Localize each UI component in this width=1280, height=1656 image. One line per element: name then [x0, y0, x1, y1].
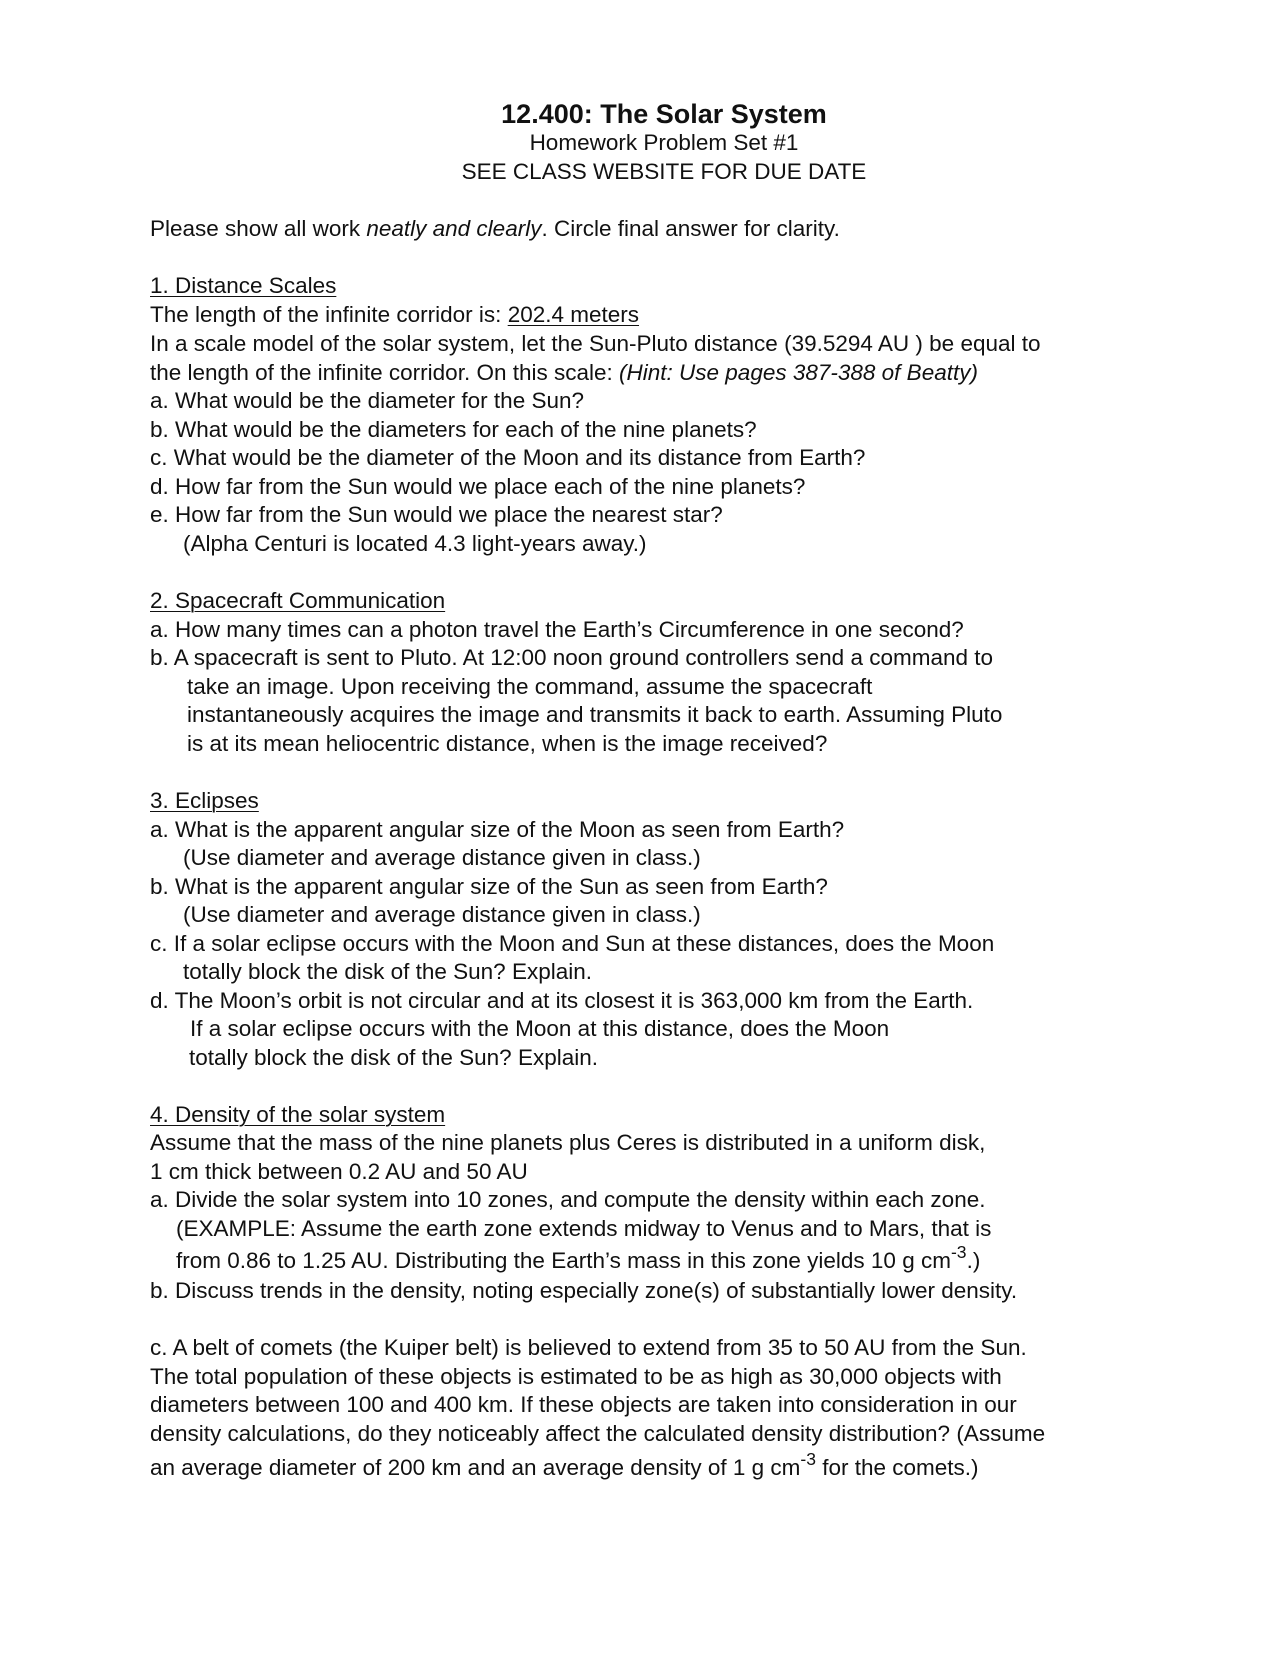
problem-4a-line-3	[176, 1242, 981, 1276]
problem-4c-line-3: diameters between 100 and 400 km. If these objects are taken into consideration in our	[150, 1392, 1017, 1417]
problem-2a: a. How many times can a photon travel the Earth’s Circumference in one second?	[150, 617, 964, 642]
problem-1-hint: (Hint: Use pages 387-388 of Beatty)	[619, 360, 978, 385]
problem-3a-line-2: (Use diameter and average distance given in class.)	[183, 845, 701, 870]
instructions-tail: . Circle final answer for clarity.	[541, 216, 840, 241]
problem-1-scale-line-1: In a scale model of the solar system, let the Sun-Pluto distance (39.5294 AU ) be equal to	[150, 331, 1041, 356]
instructions-text: Please show all work	[150, 216, 367, 241]
problem-1c: c. What would be the diameter of the Moon and its distance from Earth?	[150, 445, 866, 470]
problem-2b-line-2: take an image. Upon receiving the command, assume the spacecraft	[187, 674, 873, 699]
corridor-label: The length of the infinite corridor is:	[150, 302, 508, 327]
problem-1-corridor	[150, 300, 639, 330]
problem-4a-line-1: a. Divide the solar system into 10 zones, and compute the density within each zone.	[150, 1187, 986, 1212]
problem-2-heading: 2. Spacecraft Communication	[150, 588, 446, 613]
problem-3b-line-2: (Use diameter and average distance given in class.)	[183, 902, 701, 927]
problem-3-heading: 3. Eclipses	[150, 788, 259, 813]
comet-density-exponent: -3	[800, 1449, 816, 1470]
corridor-value: 202.4 meters	[507, 302, 640, 327]
problem-3c-line-2: totally block the disk of the Sun? Explain.	[183, 959, 592, 984]
problem-3b-line-1: b. What is the apparent angular size of the Sun as seen from Earth?	[150, 874, 828, 899]
problem-2b-line-4: is at its mean heliocentric distance, when is the image received?	[187, 731, 828, 756]
problem-1a: a. What would be the diameter for the Sun?	[150, 388, 585, 413]
instructions-emphasis: neatly and clearly	[366, 216, 542, 241]
problem-1e-note: (Alpha Centuri is located 4.3 light-years away.)	[183, 531, 647, 556]
problem-4c-line-2: The total population of these objects is estimated to be as high as 30,000 objects with	[150, 1364, 1002, 1389]
problem-4-intro-line-2: 1 cm thick between 0.2 AU and 50 AU	[150, 1159, 528, 1184]
problem-4c-line-4: density calculations, do they noticeably affect the calculated density distribution? (Assume	[150, 1421, 1046, 1446]
problem-3c-line-1: c. If a solar eclipse occurs with the Moon and Sun at these distances, does the Moon	[150, 931, 995, 956]
scale-text: the length of the infinite corridor. On this scale:	[150, 360, 620, 385]
due-date-note: SEE CLASS WEBSITE FOR DUE DATE	[461, 159, 867, 184]
problem-4b: b. Discuss trends in the density, noting especially zone(s) of substantially lower density.	[150, 1278, 1018, 1303]
problem-4c-line-5	[150, 1449, 979, 1483]
problem-1-heading: 1. Distance Scales	[150, 273, 337, 298]
problem-2b-line-3: instantaneously acquires the image and transmits it back to earth. Assuming Pluto	[187, 702, 1003, 727]
problem-3d-line-1: d. The Moon’s orbit is not circular and at its closest it is 363,000 km from the Earth.	[150, 988, 974, 1013]
problem-3a-line-1: a. What is the apparent angular size of the Moon as seen from Earth?	[150, 817, 845, 842]
problem-1e: e. How far from the Sun would we place the nearest star?	[150, 502, 723, 527]
problem-4a-line-2: (EXAMPLE: Assume the earth zone extends midway to Venus and to Mars, that is	[176, 1216, 992, 1241]
problem-2b-line-1: b. A spacecraft is sent to Pluto. At 12:00 noon ground controllers send a command to	[150, 645, 994, 670]
problem-1b: b. What would be the diameters for each of the nine planets?	[150, 417, 757, 442]
problem-4-intro-line-1: Assume that the mass of the nine planets plus Ceres is distributed in a uniform disk,	[150, 1130, 986, 1155]
problem-1d: d. How far from the Sun would we place each of the nine planets?	[150, 474, 806, 499]
instructions	[150, 214, 840, 244]
problem-3d-line-2: If a solar eclipse occurs with the Moon at this distance, does the Moon	[190, 1016, 890, 1041]
page-subtitle: Homework Problem Set #1	[529, 130, 799, 155]
problem-4-heading: 4. Density of the solar system	[150, 1102, 446, 1127]
comet-density-tail: for the comets.)	[815, 1455, 979, 1480]
problem-1-scale-line-2	[150, 358, 978, 388]
problem-4c-line-1: c. A belt of comets (the Kuiper belt) is believed to extend from 35 to 50 AU from the Sun.	[150, 1335, 1027, 1360]
page-title: 12.400: The Solar System	[501, 99, 827, 129]
problem-3d-line-3: totally block the disk of the Sun? Explain.	[189, 1045, 598, 1070]
density-exponent: -3	[950, 1242, 967, 1263]
density-example-text: from 0.86 to 1.25 AU. Distributing the Earth’s mass in this zone yields 10 g cm	[176, 1248, 951, 1273]
density-example-tail: .)	[966, 1248, 981, 1273]
comet-density-text: an average diameter of 200 km and an average density of 1 g cm	[150, 1455, 801, 1480]
